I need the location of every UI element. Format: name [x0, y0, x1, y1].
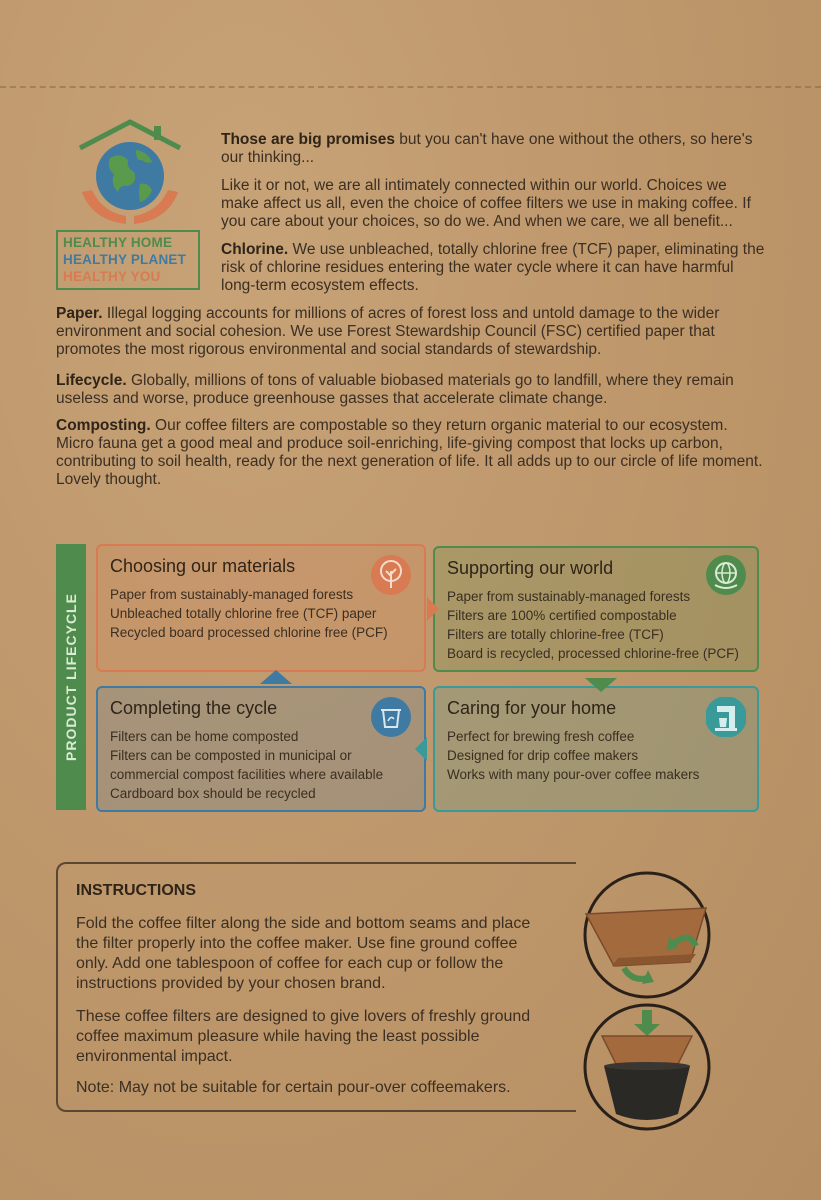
instructions-note: Note: May not be suitable for certain pour-over coffeemakers. — [76, 1079, 511, 1096]
card-completing-line: Cardboard box should be recycled — [110, 786, 316, 801]
intro-paragraph-2: Like it or not, we are all intimately connected within our world. Choices we make affect us all, even the choice of coffee filters we use in making coffee. If you care about your choices, so do we. And when we care, we all benefit... — [221, 177, 751, 230]
coffee-maker-icon — [705, 696, 747, 738]
card-supporting-line: Filters are 100% certified compostable — [447, 608, 677, 623]
fold-filter-illustration — [582, 870, 712, 1000]
card-supporting-title: Supporting our world — [447, 558, 614, 578]
chlorine-title: Chlorine. — [221, 241, 289, 258]
house-globe-hands-icon — [70, 118, 190, 230]
composting-paragraph — [56, 417, 766, 489]
card-completing-line: Filters can be composted in municipal or — [110, 748, 352, 763]
lifecycle-title: Lifecycle. — [56, 372, 127, 389]
compost-bin-icon — [370, 696, 412, 738]
paper-title: Paper. — [56, 305, 103, 322]
instructions-paragraph-1: Fold the coffee filter along the side and bottom seams and place the filter properly into the coffee maker. Use fine ground coffee only. Add one tablespoon of coffee for each cup or follow the instructions provided by your chosen brand. — [76, 915, 531, 992]
tree-icon — [370, 554, 412, 596]
card-caring-title: Caring for your home — [447, 698, 617, 718]
card-choosing-line: Recycled board processed chlorine free (PCF) — [110, 625, 388, 640]
lifecycle-text: Globally, millions of tons of valuable biobased materials go to landfill, where they remain useless and worse, produce greenhouse gasses that accelerate climate change. — [56, 372, 734, 407]
instructions-paragraph-2: These coffee filters are designed to give lovers of freshly ground coffee maximum pleasure while having the least possible environmental impact. — [76, 1008, 531, 1065]
healthy-logo-box — [56, 230, 200, 290]
card-supporting-line: Paper from sustainably-managed forests — [447, 589, 691, 604]
healthy-logo — [56, 118, 204, 230]
card-completing-cycle — [96, 686, 426, 812]
card-caring-line: Works with many pour-over coffee makers — [447, 767, 700, 782]
filter-in-coffee-maker-illustration — [582, 1002, 712, 1132]
intro-lead-bold: Those are big promises — [221, 131, 395, 148]
card-choosing-line: Paper from sustainably-managed forests — [110, 587, 354, 602]
arrow-right-icon — [427, 597, 439, 621]
paper-text: Illegal logging accounts for millions of acres of forest loss and untold damage to the wider environment and social cohesion. We use Forest Stewardship Council (FSC) certified paper that promotes the most rigorous environmental and social standards of stewardship. — [56, 305, 720, 358]
logo-line-home: HEALTHY HOME — [63, 235, 173, 250]
card-supporting-line: Board is recycled, processed chlorine-free (PCF) — [447, 646, 739, 661]
arrow-down-icon — [585, 678, 617, 692]
instructions-title: INSTRUCTIONS — [76, 882, 196, 899]
arrow-up-icon — [260, 670, 292, 684]
chlorine-paragraph — [221, 241, 769, 295]
card-supporting-world — [433, 546, 759, 672]
chlorine-text: We use unbleached, totally chlorine free (TCF) paper, eliminating the risk of chlorine residues entering the water cycle where it can have harmful long-term ecosystem effects. — [221, 241, 765, 294]
card-completing-title: Completing the cycle — [110, 698, 278, 718]
card-completing-line: commercial compost facilities where available — [110, 767, 384, 782]
card-choosing-materials — [96, 544, 426, 672]
card-caring-line: Designed for drip coffee makers — [447, 748, 639, 763]
composting-text: Our coffee filters are compostable so they return organic material to our ecosystem. Micro fauna get a good meal and produce soil-enriching, life-giving compost that locks up carbon, contributing to soil health, ready for the next generation of life. It all adds up to our circle of life moment. Lovely thought. — [56, 417, 763, 488]
composting-title: Composting. — [56, 417, 151, 434]
card-choosing-title: Choosing our materials — [110, 556, 296, 576]
logo-line-you: HEALTHY YOU — [63, 269, 161, 284]
card-caring-line: Perfect for brewing fresh coffee — [447, 729, 635, 744]
intro-paragraph-1 — [221, 131, 761, 167]
fold-dashed-line — [0, 86, 821, 88]
lifecycle-paragraph — [56, 372, 746, 408]
paper-paragraph — [56, 305, 736, 359]
card-supporting-line: Filters are totally chlorine-free (TCF) — [447, 627, 664, 642]
logo-line-planet: HEALTHY PLANET — [63, 252, 187, 267]
card-completing-line: Filters can be home composted — [110, 729, 299, 744]
card-choosing-line: Unbleached totally chlorine free (TCF) paper — [110, 606, 377, 621]
product-lifecycle-label: PRODUCT LIFECYCLE — [56, 544, 86, 810]
arrow-left-icon — [415, 737, 427, 761]
intro-lead-rest: but you can't have one without the others, so here's our thinking... — [221, 131, 753, 166]
card-caring-home — [433, 686, 759, 812]
globe-icon — [705, 554, 747, 596]
